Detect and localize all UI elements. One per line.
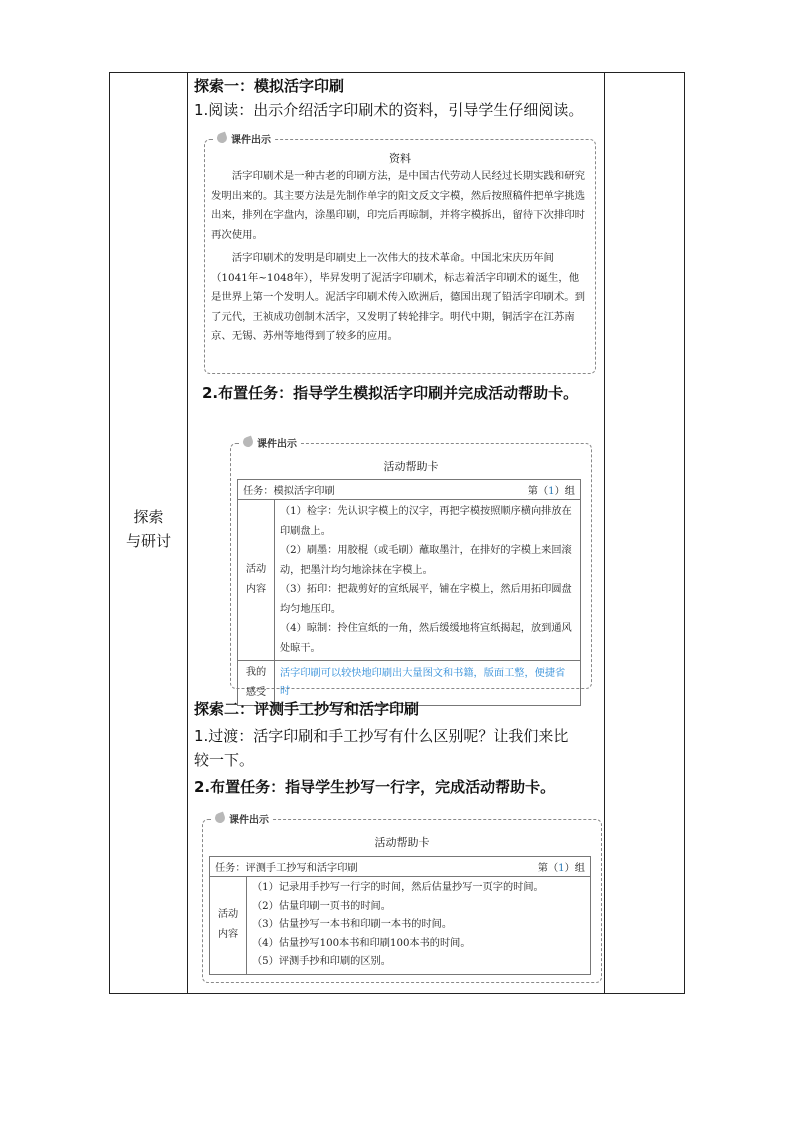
activity-item: （4）估量抄写100本书和印刷100本书的时间。 <box>252 937 471 949</box>
activity-item: （2）刷墨：用胶棍（或毛刷）蘸取墨汁，在排好的字模上来回滚动，把墨汁均匀地涂抹在字模上。 <box>280 545 572 576</box>
stage-label-text: 探索 与研讨 <box>125 508 171 550</box>
activity-label: 活动 内容 <box>210 877 247 975</box>
activity-label: 活动 内容 <box>238 500 275 661</box>
activity-list <box>275 500 581 661</box>
activity-item: （3）拓印：把裁剪好的宣纸展平，铺在字模上，然后用拓印圆盘均匀地压印。 <box>280 584 572 615</box>
column-divider <box>604 73 605 993</box>
box-tag: 课件出示 <box>215 131 275 146</box>
help-card-title: 活动帮助卡 <box>383 460 439 473</box>
activity-item: （1）检字：先认识字模上的汉字，再把字模按照顺序横向排放在印刷盘上。 <box>280 506 572 537</box>
help-card-table <box>209 856 591 975</box>
group-number: 1 <box>558 863 565 874</box>
task-row <box>238 480 581 500</box>
material-title: 资料 <box>389 152 411 165</box>
activity-item: （4）晾制：拎住宣纸的一角，然后缓缓地将宣纸揭起，放到通风处晾干。 <box>280 623 572 654</box>
help-card-box-1 <box>230 439 592 698</box>
task-row <box>210 857 591 877</box>
feel-label: 我的 感受 <box>238 661 275 706</box>
section1-step1: 1.阅读：出示介绍活字印刷术的资料，引导学生仔细阅读。 <box>194 101 584 119</box>
activity-item: （1）记录用手抄写一行字的时间，然后估量抄写一页字的时间。 <box>252 882 544 893</box>
help-card-box-2 <box>202 815 602 983</box>
section1-step2: 2.布置任务：指导学生模拟活字印刷并完成活动帮助卡。 <box>202 384 579 402</box>
activity-list <box>247 877 591 975</box>
group-field: 第（1）组 <box>527 486 575 497</box>
section2-step2: 2.布置任务：指导学生抄写一行字，完成活动帮助卡。 <box>194 778 556 796</box>
task-label: 任务：模拟活字印刷 <box>243 486 335 497</box>
task-label: 任务：评测手工抄写和活字印刷 <box>215 863 358 874</box>
activity-item: （3）估量抄写一本书和印刷一本书的时间。 <box>252 919 453 930</box>
lesson-content <box>188 73 604 993</box>
section2-step1-line1: 1.过渡：活字印刷和手工抄写有什么区别呢？让我们来比 <box>194 727 569 745</box>
activity-item: （2）估量印刷一页书的时间。 <box>252 900 391 912</box>
section2-step1-line2: 较一下。 <box>194 751 255 769</box>
group-field: 第（1）组 <box>537 863 585 874</box>
activity-item: （5）评测手抄和印刷的区别。 <box>252 956 391 967</box>
material-paragraph-2: 活字印刷术的发明是印刷史上一次伟大的技术革命。中国北宋庆历年间（1041年~1048年），毕昇发明了泥活字印刷术，标志着活字印刷术的诞生，他是世界上第一个发明人。泥活字印刷术传入欧洲后，德国出现了铅活字印刷术。到了元代，王祯成功创制木活字，又发明了转轮排字。明代中期，铜活字在江苏南京、无锡、苏州等地得到了较多的应用。 <box>211 252 586 343</box>
box-tag: 课件出示 <box>241 435 301 450</box>
lesson-table <box>109 72 685 994</box>
help-card-title: 活动帮助卡 <box>374 836 430 849</box>
feel-text: 活字印刷可以较快地印刷出大量图文和书籍，版面工整，便捷省时 <box>275 661 581 706</box>
help-card-table <box>237 479 581 706</box>
stage-label <box>110 505 187 553</box>
section2-title: 探索二：评测手工抄写和活字印刷 <box>194 700 420 718</box>
material-box <box>204 135 596 374</box>
group-number: 1 <box>548 486 555 497</box>
box-tag: 课件出示 <box>213 811 273 826</box>
section1-title: 探索一：模拟活字印刷 <box>194 77 345 95</box>
material-paragraph-1: 活字印刷术是一种古老的印刷方法，是中国古代劳动人民经过长期实践和研究发明出来的。其主要方法是先制作单字的阳文反文字模，然后按照稿件把单字挑选出来，排列在字盘内，涂墨印刷，印完后再晾制，并将字模拆出，留待下次排印时再次使用。 <box>211 170 586 241</box>
